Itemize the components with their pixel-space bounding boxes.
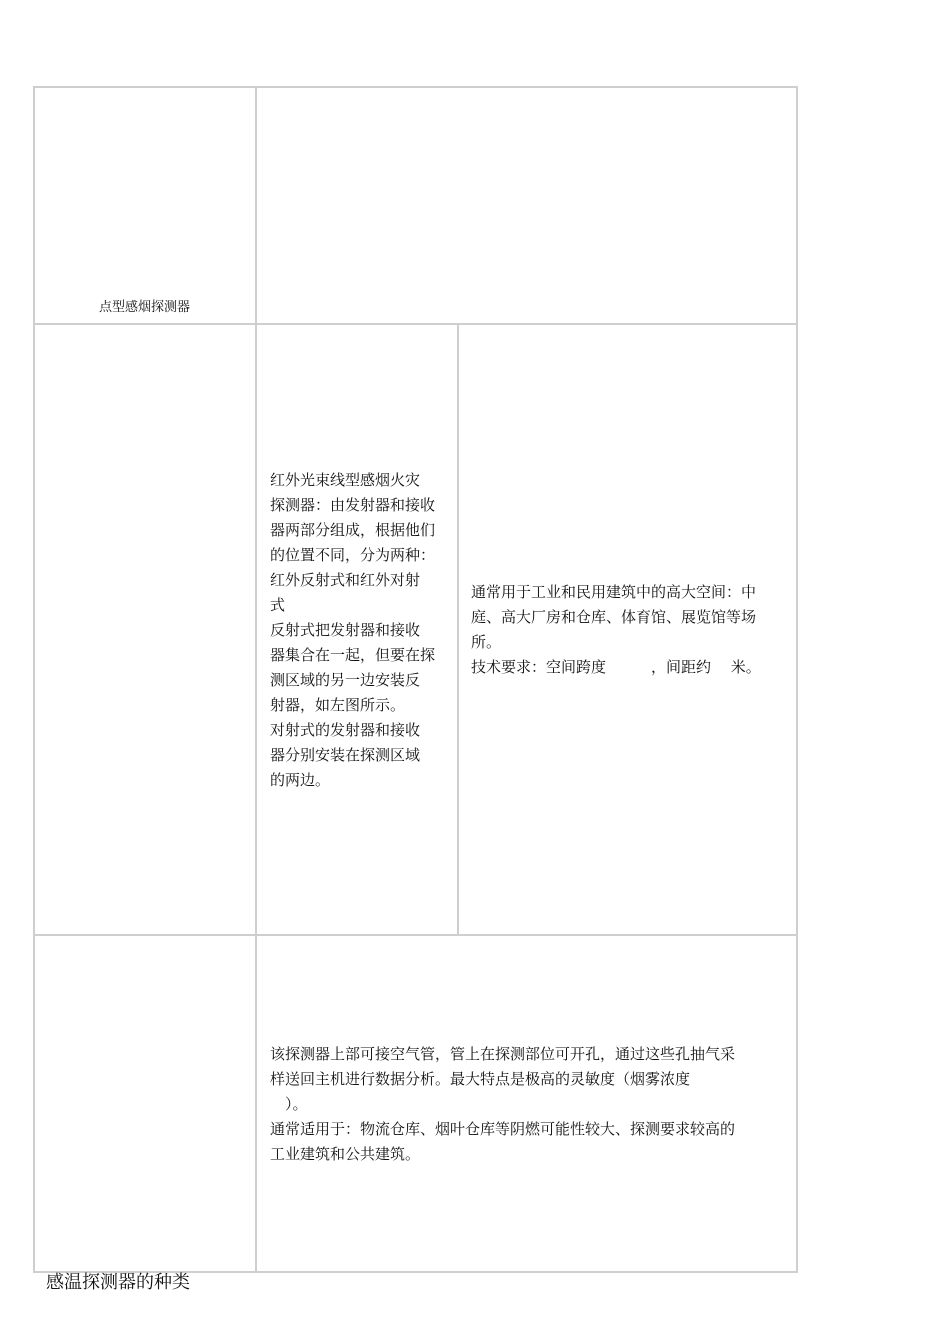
air-sampling-detector-description: 该探测器上部可接空气管，管上在探测部位可开孔，通过这些孔抽气采 样送回主机进行数据分析。最大特点是极高的灵敏度（烟雾浓度 ）。 通常适用于：物流仓库、烟叶仓库等阴燃可能性较大、探测要求较高的 工业建筑和公共建筑。 xyxy=(270,1045,736,1163)
heat-detector-types-heading: 感温探测器的种类 xyxy=(46,1272,190,1293)
table-column-divider xyxy=(255,86,257,1273)
table-border-right xyxy=(796,86,798,1273)
table-row-divider-1 xyxy=(33,323,798,325)
table-border-left xyxy=(33,86,35,1273)
table-row-divider-2 xyxy=(33,934,798,936)
infrared-beam-detector-description: 红外光束线型感烟火灾 探测器：由发射器和接收 器两部分组成，根据他们 的位置不同，分为两种： 红外反射式和红外对射 式 反射式把发射器和接收 器集合在一起，但要在探 测区域的另一边安装反 射器，如左图所示。 对射式的发射器和接收 器分别安装在探测区域 的两边。 xyxy=(270,471,436,789)
table-inner-column-divider xyxy=(457,323,459,936)
infrared-beam-detector-usage: 通常用于工业和民用建筑中的高大空间：中 庭、高大厂房和仓库、体育馆、展览馆等场 所。 技术要求：空间跨度 ，间距约 米。 xyxy=(471,583,761,676)
table-border-top xyxy=(33,86,798,88)
point-smoke-detector-label: 点型感烟探测器 xyxy=(98,300,190,315)
